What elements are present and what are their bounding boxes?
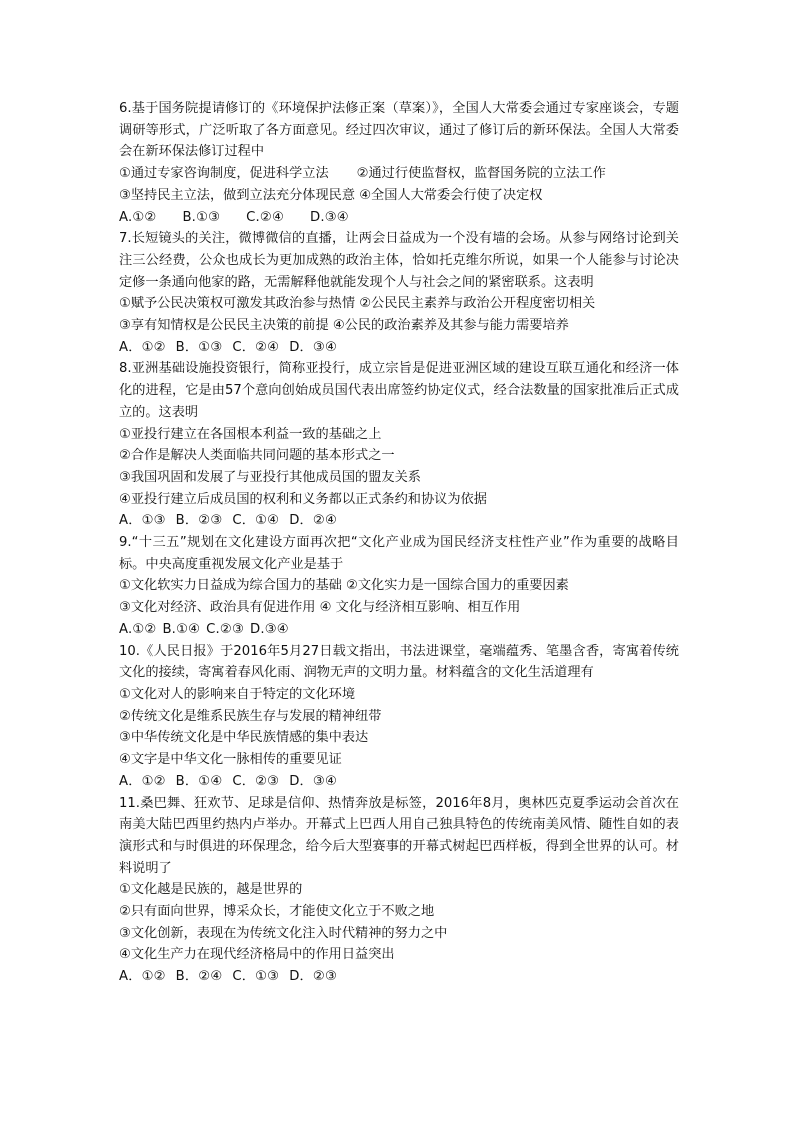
question-10 (119, 641, 679, 793)
statement-line (119, 879, 679, 901)
answer-options (119, 337, 679, 359)
statement-line (119, 901, 679, 923)
statement-line (119, 163, 679, 185)
option-b: B．①④ (175, 773, 223, 789)
answer-options (119, 510, 679, 532)
option-a: A.①② (119, 621, 157, 637)
question-9 (119, 532, 679, 641)
option-a: A．①② (119, 339, 166, 355)
option-c: C.②④ (246, 209, 284, 225)
statement: ③坚持民主立法，做到立法充分体现民意 (119, 187, 356, 203)
question-stem: 6.基于国务院提请修订的《环境保护法修正案（草案）》，全国人大常委会通过专家座谈会，专题调研等形式，广泛听取了各方面意见。经过四次审议，通过了修订后的新环保法。全国人大常委会在新环保法修订过程中 (119, 101, 679, 160)
question-stem: 7.长短镜头的关注，微博微信的直播，让两会日益成为一个没有墙的会场。从参与网络讨论到关注三公经费，公众也成长为更加成熟的政治主体，恰如托克维尔所说，如果一个人能参与讨论决定修一条通向他家的路，无需解释他就能发现个人与社会之间的紧密联系。这表明 (119, 231, 679, 290)
statement-line (119, 944, 679, 966)
question-6 (119, 98, 679, 228)
statement: ②传统文化是维系民族生存与发展的精神纽带 (119, 708, 382, 724)
statement-line (119, 727, 679, 749)
answer-options (119, 619, 679, 641)
statement: ④全国人大常委会行使了决定权 (359, 187, 543, 203)
option-d: D．②④ (289, 513, 337, 529)
option-d: D.③④ (249, 621, 289, 637)
statement: ②只有面向世界，博采众长，才能使文化立于不败之地 (119, 904, 435, 920)
statement: ①文化越是民族的，越是世界的 (119, 882, 303, 898)
statement: ③文化对经济、政治具有促进作用 (119, 600, 316, 616)
option-a: A.①② (119, 209, 157, 225)
statement-line (119, 749, 679, 771)
statement-line (119, 445, 679, 467)
statement: ③我国巩固和发展了与亚投行其他成员国的盟友关系 (119, 469, 421, 485)
statement: ①通过专家咨询制度，促进科学立法 (119, 166, 329, 182)
option-b: B.①③ (182, 209, 221, 225)
option-c: C．②③ (232, 773, 280, 789)
statement: ④公民的政治素养及其参与能力需要培养 (332, 318, 569, 334)
statement: ③文化创新，表现在为传统文化注入时代精神的努力之中 (119, 925, 448, 941)
question-stem: 11.桑巴舞、狂欢节、足球是信仰、热情奔放是标签，2016年8月，奥林匹克夏季运动会首次在南美大陆巴西里约热内卢举办。开幕式上巴西人用自己独具特色的传统南美风情、随性自如的表演形式和与时俱进的环保理念，给今后大型赛事的开幕式树起巴西样板，得到全世界的认可。材料说明了 (119, 795, 679, 876)
statement: ②合作是解决人类面临共同问题的基本形式之一 (119, 448, 395, 464)
question-7 (119, 228, 679, 358)
answer-options (119, 966, 679, 988)
statement: ④ 文化与经济相互影响、相互作用 (319, 600, 521, 616)
statement-line (119, 923, 679, 945)
statement: ②文化实力是一国综合国力的重要因素 (346, 578, 569, 594)
statement-line (119, 575, 679, 597)
question-stem: 9.“十三五”规划在文化建设方面再次把“文化产业成为国民经济支柱性产业”作为重要的战略目标。中央高度重视发展文化产业是基于 (119, 535, 679, 572)
option-b: B．②③ (175, 513, 223, 529)
question-8 (119, 358, 679, 532)
statement-line (119, 424, 679, 446)
option-a: A．①③ (119, 513, 166, 529)
option-c: C.②③ (206, 621, 244, 637)
option-c: C．①④ (232, 513, 280, 529)
option-c: C．②④ (232, 339, 280, 355)
statement: ④文字是中华文化一脉相传的重要见证 (119, 752, 342, 768)
statement: ①赋予公民决策权可激发其政治参与热情 (119, 296, 356, 312)
option-b: B.①④ (162, 621, 201, 637)
option-a: A．①② (119, 969, 166, 985)
statement: ④亚投行建立后成员国的权利和义务都以正式条约和协议为依据 (119, 491, 487, 507)
option-d: D．②③ (289, 969, 337, 985)
question-stem: 8.亚洲基础设施投资银行，简称亚投行，成立宗旨是促进亚洲区域的建设互联互通化和经济一体化的进程，它是由57个意向创始成员国代表出席签约协定仪式，经合法数量的国家批准后正式成立的。这表明 (119, 361, 679, 420)
option-d: D.③④ (309, 209, 349, 225)
option-d: D．③④ (289, 339, 337, 355)
answer-options (119, 207, 679, 229)
question-list (119, 98, 679, 988)
statement-line (119, 315, 679, 337)
option-d: D．③④ (289, 773, 337, 789)
statement: ①亚投行建立在各国根本利益一致的基础之上 (119, 426, 382, 442)
statement-line (119, 597, 679, 619)
option-b: B．①③ (175, 339, 223, 355)
statement-line (119, 185, 679, 207)
option-c: C．①③ (232, 969, 280, 985)
statement: ①文化软实力日益成为综合国力的基础 (119, 578, 342, 594)
statement: ②公民民主素养与政治公开程度密切相关 (359, 296, 596, 312)
statement: ①文化对人的影响来自于特定的文化环境 (119, 686, 356, 702)
option-b: B．②④ (175, 969, 223, 985)
statement-line (119, 467, 679, 489)
statement-line (119, 489, 679, 511)
statement: ③中华传统文化是中华民族情感的集中表达 (119, 730, 369, 746)
statement: ②通过行使监督权，监督国务院的立法工作 (356, 166, 606, 182)
question-11 (119, 793, 679, 988)
statement-line (119, 684, 679, 706)
option-a: A．①② (119, 773, 166, 789)
statement: ④文化生产力在现代经济格局中的作用日益突出 (119, 947, 395, 963)
statement: ③享有知情权是公民民主决策的前提 (119, 318, 329, 334)
statement-line (119, 293, 679, 315)
statement-line (119, 706, 679, 728)
question-stem: 10.《人民日报》于2016年5月27日载文指出，书法进课堂，毫端蕴秀、笔墨含香，寄寓着传统文化的接续，寄寓着春风化雨、润物无声的文明力量。材料蕴含的文化生活道理有 (119, 643, 679, 681)
answer-options (119, 771, 679, 793)
